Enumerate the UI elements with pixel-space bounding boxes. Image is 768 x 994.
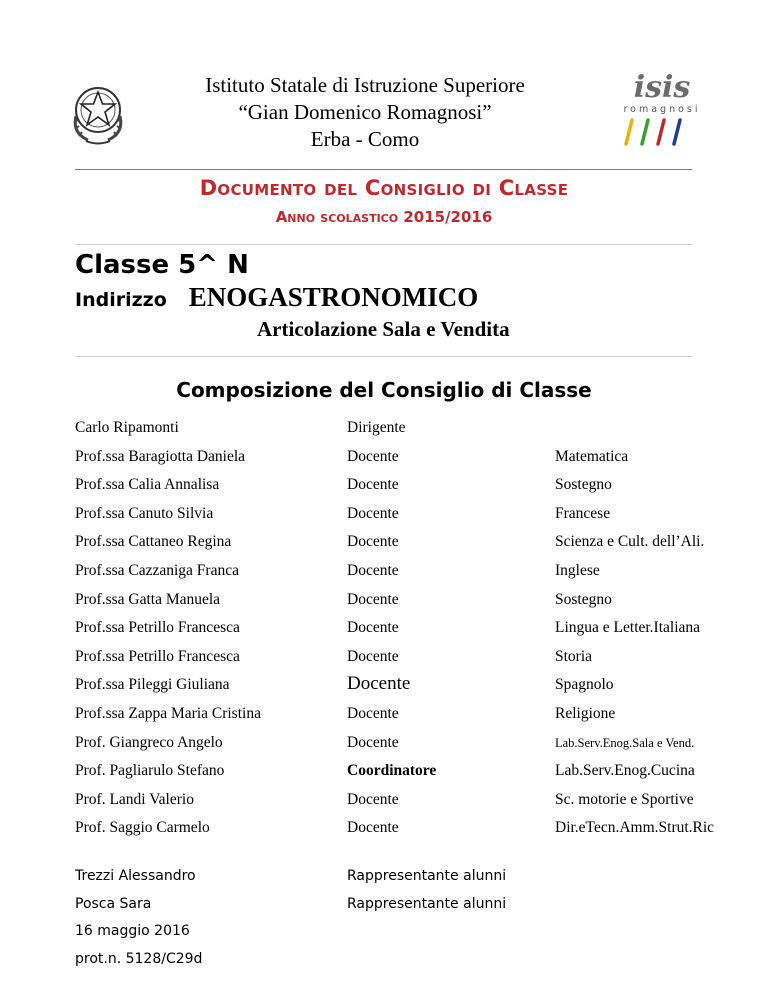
member-role: Docente [347,561,399,579]
table-row [75,813,725,842]
member-name: Prof.ssa Canuto Silvia [75,504,214,522]
table-row [75,613,725,642]
member-name: Prof. Saggio Carmelo [75,819,210,837]
member-subject: Spagnolo [555,676,614,694]
table-row [75,756,725,785]
student-role: Rappresentante alunni [347,895,507,912]
school-year-label: Anno scolastico [275,208,399,226]
member-role: Docente [347,504,399,522]
protocol-row [75,946,675,974]
isis-romagnosi-logo [612,70,712,146]
member-role: Docente [347,590,399,608]
student-row [75,863,675,891]
member-subject: Lingua e Letter.Italiana [555,619,701,637]
member-subject: Dir.eTecn.Amm.Strut.Ric [555,819,715,837]
member-name: Prof.ssa Baragiotta Daniela [75,447,246,465]
member-name: Prof.ssa Cattaneo Regina [75,533,232,551]
table-row [75,585,725,614]
logo-subtitle: romagnosi [623,104,701,115]
member-subject: Lab.Serv.Enog.Sala e Vend. [555,735,695,750]
member-role: Docente [347,819,399,837]
member-subject: Sostegno [555,476,612,494]
table-row [75,556,725,585]
course-label: Indirizzo [75,289,167,311]
member-subject: Francese [555,504,611,522]
table-row [75,442,725,471]
member-name: Prof. Pagliarulo Stefano [75,762,225,780]
student-name: Posca Sara [75,895,152,912]
member-role: Docente [347,476,399,494]
table-row [75,470,725,499]
table-row [75,499,725,528]
class-title: Classe 5^ N [75,250,249,280]
member-subject: Sc. motorie e Sportive [555,790,694,808]
course-row [75,282,478,313]
protocol-number: prot.n. 5128/C29d [75,950,203,967]
document-title: Documento del Consiglio di Classe [199,176,569,200]
student-name: Trezzi Alessandro [75,868,196,884]
school-line-3: Erba - Como [310,127,420,151]
member-subject: Inglese [555,561,600,579]
course-name: ENOGASTRONOMICO [188,282,479,312]
member-subject: Matematica [555,447,629,465]
member-role: Docente [347,647,399,665]
member-subject: Lab.Serv.Enog.Cucina [555,762,695,780]
document-footer [75,863,675,973]
member-subject: Religione [555,704,616,722]
table-row [75,527,725,556]
school-year-value: 2015/2016 [403,208,493,226]
member-role: Docente [347,447,399,465]
member-name: Prof.ssa Cazzaniga Franca [75,561,239,579]
student-row [75,891,675,919]
member-role: Docente [347,673,411,695]
school-name [190,72,540,153]
table-row [75,728,725,757]
republic-emblem-icon [66,78,130,148]
table-row [75,670,725,699]
member-name: Carlo Ripamonti [75,419,179,436]
table-row [75,642,725,671]
member-role: Docente [347,704,399,722]
school-year [0,208,768,226]
title-divider [75,244,692,245]
table-row [75,413,725,442]
logo-word: isis [633,70,691,105]
member-name: Prof. Landi Valerio [75,790,194,808]
member-subject: Scienza e Cult. dell’Ali. [555,533,705,551]
member-name: Prof. Giangreco Angelo [75,733,223,751]
member-role: Docente [347,733,399,751]
header-divider [75,169,692,170]
member-role: Docente [347,533,399,551]
member-name: Prof.ssa Petrillo Francesca [75,647,240,665]
class-divider [75,356,692,357]
member-name: Prof.ssa Zappa Maria Cristina [75,704,261,722]
council-title: Composizione del Consiglio di Classe [176,378,592,402]
document-date: 16 maggio 2016 [75,923,190,940]
table-row [75,785,725,814]
member-subject: Sostegno [555,590,612,608]
member-role: Docente [347,619,399,637]
member-role: Dirigente [347,419,406,436]
school-line-1: Istituto Statale di Istruzione Superiore [205,73,525,97]
school-line-2: “Gian Domenico Romagnosi” [238,100,492,124]
council-members-table [75,413,725,842]
member-name: Prof.ssa Calia Annalisa [75,476,220,494]
course-articulation: Articolazione Sala e Vendita [257,317,510,341]
member-role: Coordinatore [347,762,437,780]
date-row [75,918,675,946]
student-role: Rappresentante alunni [347,868,507,884]
member-subject: Storia [555,647,593,665]
member-name: Prof.ssa Petrillo Francesca [75,619,240,637]
member-name: Prof.ssa Gatta Manuela [75,590,221,608]
member-name: Prof.ssa Pileggi Giuliana [75,676,230,694]
letterhead [0,70,768,165]
member-role: Docente [347,790,399,808]
table-row [75,699,725,728]
